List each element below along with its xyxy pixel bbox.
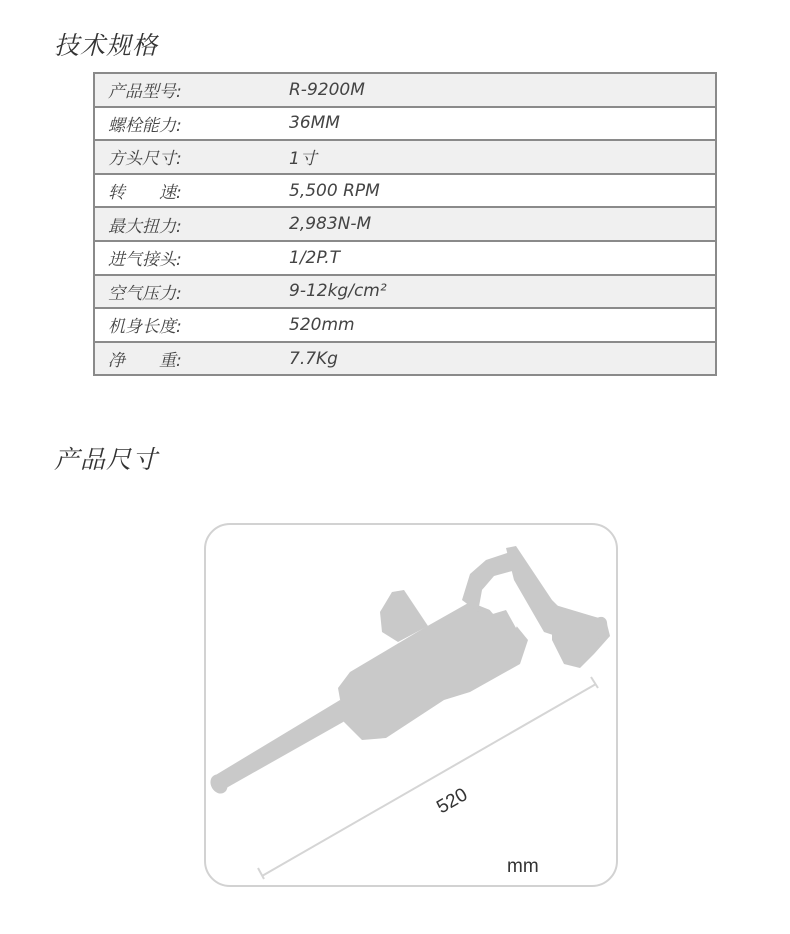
spec-value: 2,983N-M [279, 207, 716, 241]
spec-value: 520mm [279, 308, 716, 342]
spec-label: 螺栓能力: [94, 107, 279, 141]
spec-label: 产品型号: [94, 73, 279, 107]
dimension-section-title: 产品尺寸 [54, 445, 159, 474]
spec-label: 机身长度: [94, 308, 279, 342]
spec-value: 7.7Kg [279, 342, 716, 376]
spec-value: 36MM [279, 107, 716, 141]
spec-label: 空气压力: [94, 275, 279, 309]
spec-value: R-9200M [279, 73, 716, 107]
spec-label: 进气接头: [94, 241, 279, 275]
spec-label: 最大扭力: [94, 207, 279, 241]
spec-value: 1寸 [279, 140, 716, 174]
spec-value: 5,500 RPM [279, 174, 716, 208]
spec-value: 9-12kg/cm² [279, 275, 716, 309]
spec-value: 1/2P.T [279, 241, 716, 275]
dimension-length-label: 520 [433, 784, 472, 819]
spec-section-title: 技术规格 [54, 31, 159, 60]
impact-wrench-icon [207, 546, 611, 797]
spec-label: 方头尺寸: [94, 140, 279, 174]
spec-label: 转 速: [94, 174, 279, 208]
spec-label: 净 重: [94, 342, 279, 376]
dimension-unit-label: mm [507, 856, 539, 877]
